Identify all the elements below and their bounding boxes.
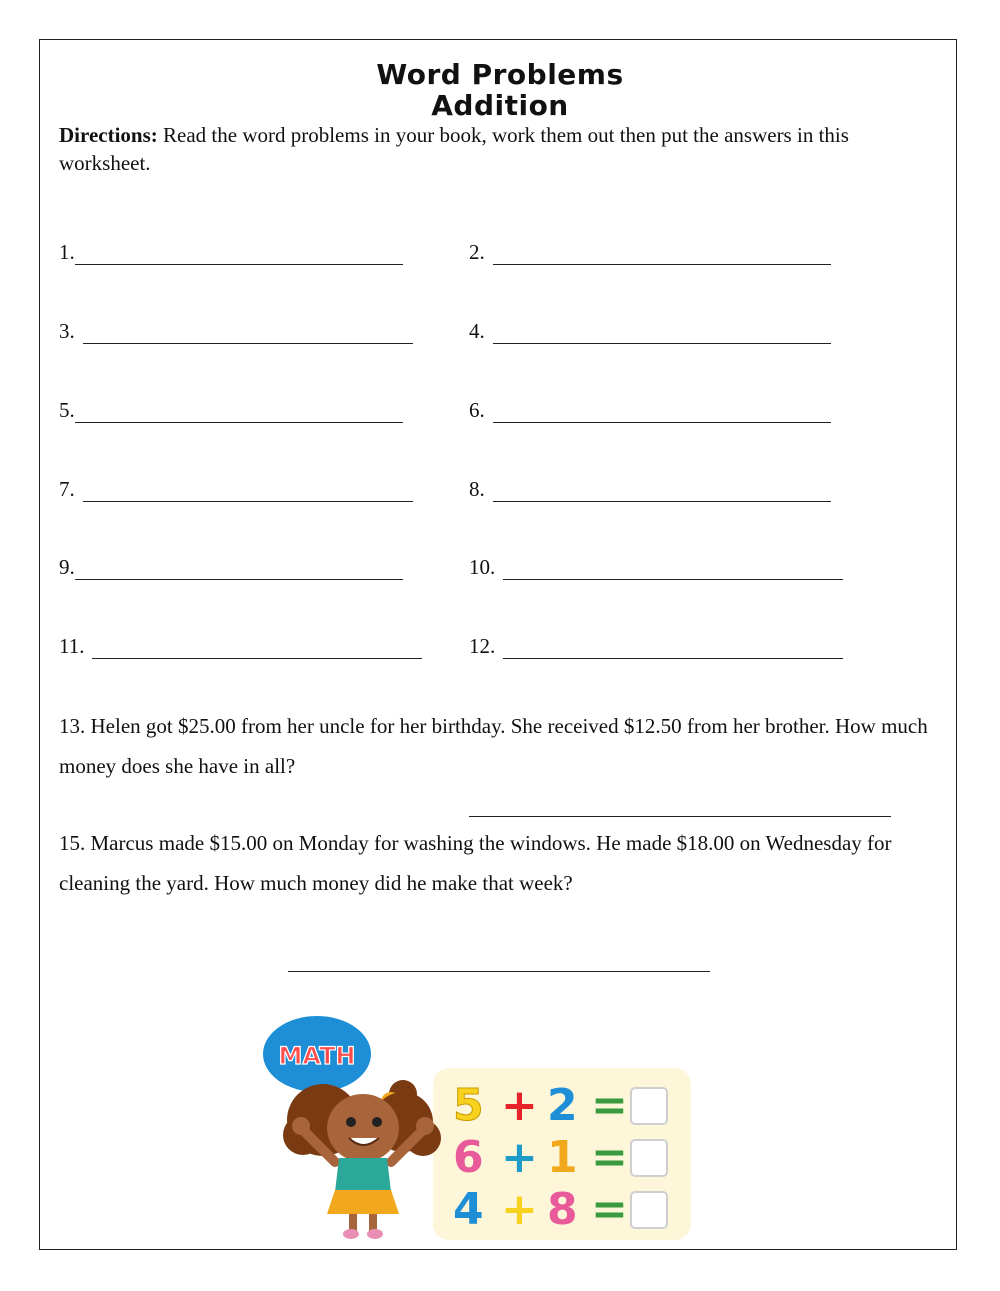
answer-9[interactable] [59, 555, 403, 580]
answer-7[interactable] [59, 477, 413, 502]
answer-number: 7. [59, 477, 75, 501]
equation-digit: 8 [547, 1184, 578, 1235]
answer-box [631, 1140, 667, 1176]
equation-digit: 1 [547, 1132, 578, 1183]
answer-8[interactable] [469, 477, 831, 502]
equation-digit: 6 [453, 1132, 484, 1183]
answer-blank[interactable] [493, 404, 831, 423]
math-girl-illustration [255, 1010, 695, 1242]
problem-15-answer-line[interactable] [288, 971, 710, 972]
answer-blank[interactable] [493, 246, 831, 265]
answer-box [631, 1088, 667, 1124]
answer-box [631, 1192, 667, 1228]
answer-10[interactable] [469, 555, 843, 580]
answer-blank[interactable] [503, 640, 843, 659]
answer-number: 12. [469, 634, 496, 658]
problem-13-answer-line[interactable] [469, 816, 891, 817]
answer-blank[interactable] [75, 561, 403, 580]
answer-number: 9. [59, 555, 75, 579]
plus-sign: + [501, 1184, 538, 1235]
equals-sign: = [591, 1080, 628, 1131]
answer-3[interactable] [59, 319, 413, 344]
equation-digit: 4 [453, 1184, 484, 1235]
answer-2[interactable] [469, 240, 831, 265]
directions [59, 121, 939, 177]
answer-4[interactable] [469, 319, 831, 344]
directions-text: Read the word problems in your book, work them out then put the answers in this worksheet. [59, 123, 849, 175]
problem-13: 13. Helen got $25.00 from her uncle for her birthday. She received $12.50 from her brother. How much money does she have in all? [59, 714, 928, 778]
answer-1[interactable] [59, 240, 403, 265]
answer-blank[interactable] [503, 561, 843, 580]
worksheet-subtitle: Addition [431, 89, 569, 122]
answer-6[interactable] [469, 398, 831, 423]
girl-figure [283, 1080, 441, 1239]
answer-blank[interactable] [493, 325, 831, 344]
answer-blank[interactable] [92, 640, 422, 659]
answer-blank[interactable] [75, 246, 403, 265]
equation-digit: 2 [547, 1080, 578, 1131]
answer-number: 11. [59, 634, 85, 658]
answer-number: 10. [469, 555, 496, 579]
equals-sign: = [591, 1132, 628, 1183]
answer-number: 4. [469, 319, 485, 343]
answer-number: 5. [59, 398, 75, 422]
directions-label: Directions: [59, 123, 158, 147]
answer-number: 3. [59, 319, 75, 343]
answer-number: 8. [469, 477, 485, 501]
answer-12[interactable] [469, 634, 843, 659]
plus-sign: + [501, 1080, 538, 1131]
answer-number: 6. [469, 398, 485, 422]
answer-number: 2. [469, 240, 485, 264]
answer-number: 1. [59, 240, 75, 264]
equation-digit: 5 [453, 1080, 484, 1131]
answer-5[interactable] [59, 398, 403, 423]
answer-blank[interactable] [83, 325, 413, 344]
worksheet-title: Word Problems [376, 58, 624, 91]
answer-blank[interactable] [75, 404, 403, 423]
plus-sign: + [501, 1132, 538, 1183]
bubble-text: MATH [278, 1042, 356, 1070]
problem-15: 15. Marcus made $15.00 on Monday for washing the windows. He made $18.00 on Wednesday for cleaning the yard. How much money did he make that week? [59, 831, 892, 895]
answer-blank[interactable] [83, 483, 413, 502]
answer-11[interactable] [59, 634, 422, 659]
equals-sign: = [591, 1184, 628, 1235]
answer-blank[interactable] [493, 483, 831, 502]
